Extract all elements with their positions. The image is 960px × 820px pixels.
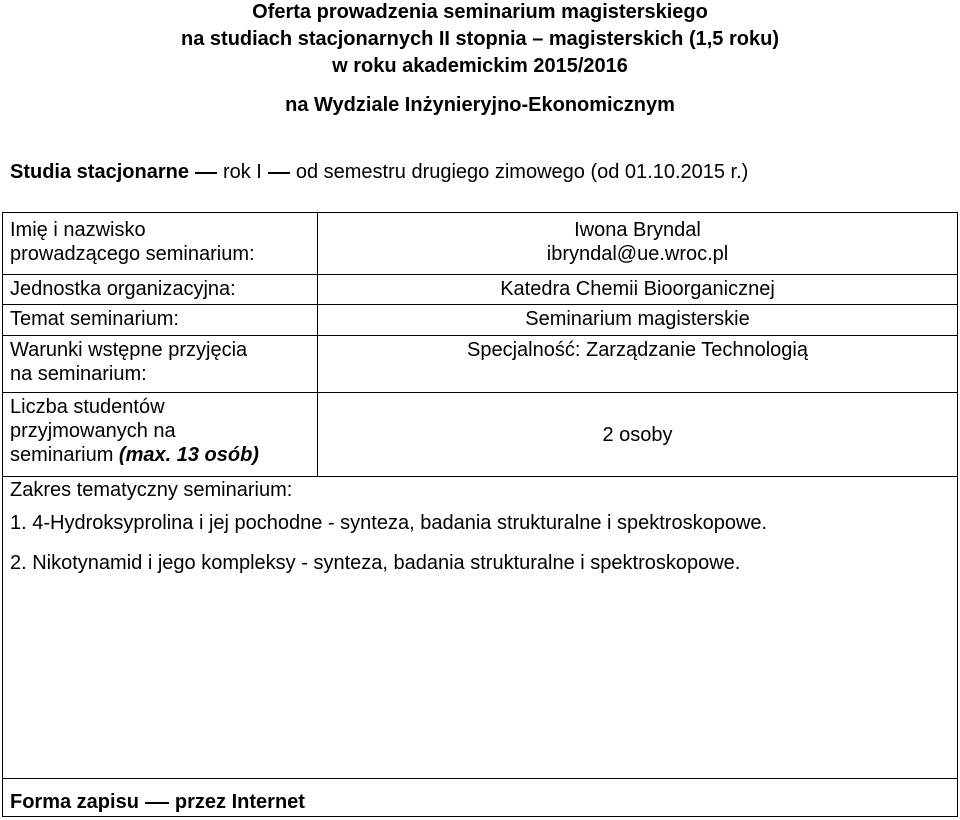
seminar-form-table: [2, 212, 958, 817]
row-conditions: [3, 336, 958, 393]
students-label-line1: Liczba studentów: [10, 396, 165, 419]
row-topic: [3, 305, 958, 336]
dash-separator: [145, 802, 169, 804]
students-label-line2: przyjmowanych na: [10, 420, 176, 443]
enrollment-value: przez Internet: [174, 791, 305, 813]
study-mode-label: Studia stacjonarne: [10, 161, 189, 183]
lecturer-label-line1: Imię i nazwisko: [10, 219, 146, 241]
lecturer-name: Iwona Bryndal: [574, 219, 701, 241]
study-semester: od semestru drugiego zimowego (od 01.10.2015 r.): [295, 161, 749, 183]
row-enrollment: [3, 779, 958, 817]
students-label-line3: [10, 443, 310, 467]
dash-separator: [195, 172, 217, 174]
dash-separator: [268, 172, 290, 174]
unit-value: Katedra Chemii Bioorganicznej: [318, 274, 958, 305]
row-lecturer: [3, 213, 958, 275]
lecturer-email: ibryndal@ue.wroc.pl: [546, 243, 729, 265]
enrollment-label: Forma zapisu: [10, 791, 139, 813]
enrollment-cell: [3, 779, 958, 817]
study-year: rok I: [222, 161, 262, 183]
students-value: 2 osoby: [318, 393, 958, 476]
scope-cell: [3, 476, 958, 779]
scope-label: Zakres tematyczny seminarium:: [10, 478, 293, 501]
conditions-label-line1: Warunki wstępne przyjęcia: [10, 339, 248, 362]
topic-label: Temat seminarium:: [3, 305, 318, 336]
header-academic-year: w roku akademickim 2015/2016: [332, 55, 628, 77]
students-max-note: (max. 13 osób): [118, 444, 259, 467]
header-title: Oferta prowadzenia seminarium magisterskiego: [252, 1, 708, 23]
header-faculty: na Wydziale Inżynieryjno-Ekonomicznym: [285, 94, 675, 116]
lecturer-label-cell: [3, 213, 318, 275]
students-label-cell: [3, 393, 318, 476]
scope-item: 1. 4-Hydroksyprolina i jej pochodne - synteza, badania strukturalne i spektroskopowe.: [10, 511, 768, 534]
unit-label: Jednostka organizacyjna:: [3, 274, 318, 305]
lecturer-value-cell: [318, 213, 958, 275]
row-unit: [3, 274, 958, 305]
row-students: [3, 393, 958, 476]
study-mode-line: [10, 161, 748, 184]
topic-value: Seminarium magisterskie: [318, 305, 958, 336]
conditions-label-cell: [3, 336, 318, 393]
lecturer-label-line2: prowadzącego seminarium:: [10, 243, 255, 265]
header-study-type: na studiach stacjonarnych II stopnia – magisterskich (1,5 roku): [181, 28, 779, 50]
conditions-value: Specjalność: Zarządzanie Technologią: [318, 336, 958, 393]
conditions-label-line2: na seminarium:: [10, 363, 147, 386]
students-label-text: seminarium: [10, 444, 119, 467]
scope-item: 2. Nikotynamid i jego kompleksy - synteza, badania strukturalne i spektroskopowe.: [10, 551, 741, 574]
row-scope: [3, 476, 958, 779]
